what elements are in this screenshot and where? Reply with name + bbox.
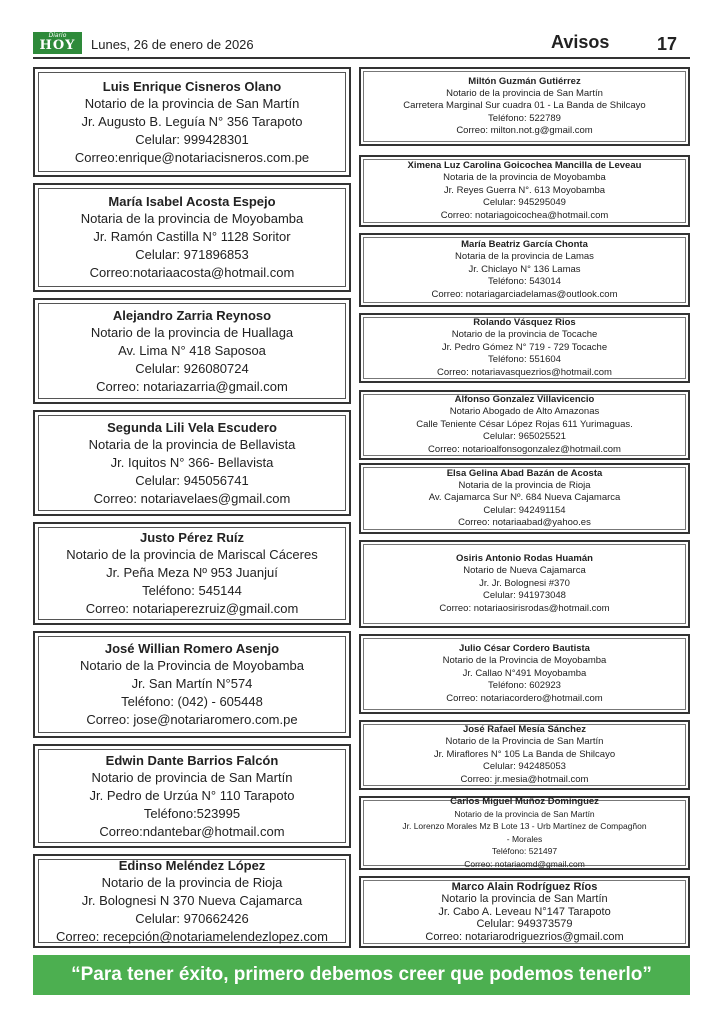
notice-line: Notario de la provincia de San Martín (84, 95, 300, 111)
notice-line: Correo: notariagoicochea@hotmail.com (440, 209, 609, 221)
notice-box (359, 155, 690, 227)
notice-line: Notario de la provincia de Tocache (451, 329, 598, 340)
notice-line: Av. Lima N° 418 Saposoa (118, 342, 266, 358)
notice-line: Celular: 965025521 (483, 431, 566, 442)
notice-line: Correo: notariaosirisrodas@hotmail.com (439, 602, 610, 614)
notice-box (359, 720, 690, 790)
notice-line: Teléfono:523995 (143, 805, 241, 821)
notice-line: Notario de la Provincia de Moyobamba (442, 655, 607, 666)
notice-box (359, 540, 690, 628)
notary-name: Miltón Guzmán Gutiérrez (468, 75, 581, 87)
notice-line: Notario de la provincia de Mariscal Cáceres (66, 547, 318, 562)
notice-line: Celular: 970662426 (135, 910, 249, 926)
notice-box (33, 298, 351, 404)
notice-box (359, 876, 690, 948)
notary-name: Julio César Cordero Bautista (459, 643, 590, 654)
notice-line: Correo:enrique@notariacisneros.com.pe (74, 149, 310, 165)
notice-line: Notario Abogado de Alto Amazonas (449, 406, 600, 417)
notice-line: Carretera Marginal Sur cuadra 01 - La Banda de Shilcayo (403, 100, 646, 111)
notice-line: Celular: 971896853 (135, 247, 249, 262)
notice-box (359, 634, 690, 714)
notice-line: Notaria de la provincia de Moyobamba (443, 172, 606, 183)
notary-name: Alfonso Gonzalez Villavicencio (454, 394, 595, 405)
notice-line: Notario de provincia de San Martín (91, 769, 293, 785)
notice-line: Notaria de la provincia de Bellavista (88, 436, 296, 452)
notice-line: Celular: 949373579 (476, 918, 573, 930)
notice-line: Jr. Callao N°491 Moyobamba (462, 667, 587, 679)
notice-line: Jr. Reyes Guerra N°. 613 Moyobamba (443, 184, 606, 196)
notice-line: Notario de la Provincia de Moyobamba (79, 658, 304, 673)
page-header (33, 28, 690, 58)
notice-line: Correo: milton.not.g@gmail.com (456, 125, 593, 136)
notice-line: Correo: notariavasquezrios@hotmail.com (437, 366, 612, 378)
notice-line: Notario de la Provincia de San Martín (445, 736, 604, 747)
notice-line: Correo: notariacordero@hotmail.com (446, 692, 603, 704)
notice-line: Jr. Miraflores N° 105 La Banda de Shilcayo (433, 748, 616, 760)
notice-line: Notario de la provincia de San Martín (446, 87, 603, 99)
notice-line: Correo: notariaabad@yahoo.es (458, 517, 591, 528)
notice-line: Correo: jr.mesia@hotmail.com (460, 773, 589, 785)
notary-name: Segunda Lili Vela Escudero (107, 419, 277, 435)
notice-line: Notario de Nueva Cajamarca (463, 565, 586, 576)
notice-line: Jr. Cabo A. Leveau N°147 Tarapoto (438, 905, 611, 918)
notice-line: Correo: recepción@notariamelendezlopez.com (56, 928, 328, 944)
notice-line: Jr. Bolognesi N 370 Nueva Cajamarca (81, 892, 303, 908)
notice-line: Jr. Lorenzo Morales Mz B Lote 13 - Urb Martínez de Compagñon (402, 821, 647, 832)
notary-name: Alejandro Zarria Reynoso (112, 307, 272, 323)
notice-line: Correo: notarioalfonsogonzalez@hotmail.com (428, 443, 621, 455)
newspaper-logo (33, 32, 82, 54)
notice-line: Teléfono: 521497 (491, 846, 558, 857)
notice-box (359, 390, 690, 460)
notice-line: Jr. Ramón Castilla N° 1128 Soritor (93, 229, 291, 244)
notice-box (359, 463, 690, 534)
quote-text: “Para tener éxito, primero debemos creer que podemos tenerlo” (71, 964, 652, 985)
notice-line: Correo:ndantebar@hotmail.com (99, 823, 285, 839)
issue-date: Lunes, 26 de enero de 2026 (91, 37, 254, 52)
notice-box (33, 744, 351, 848)
notary-name: Edwin Dante Barrios Falcón (105, 752, 279, 768)
notice-line: Correo: notariavelaes@gmail.com (93, 490, 291, 506)
notice-line: Correo: notariazarria@gmail.com (96, 378, 288, 394)
notice-line: - Morales (506, 833, 543, 844)
notice-line: Calle Teniente César López Rojas 611 Yurimaguas. (416, 418, 633, 430)
notice-box (359, 233, 690, 307)
notice-line: Jr. Augusto B. Leguía N° 356 Tarapoto (81, 113, 303, 129)
notice-line: Teléfono: 551604 (488, 354, 561, 365)
notice-line: Teléfono: 543014 (488, 276, 561, 287)
notice-line: Notario de la provincia de San Martín (454, 808, 595, 819)
notice-line: Teléfono: (042) - 605448 (121, 694, 263, 709)
notary-name: Elsa Gelina Abad Bazán de Acosta (446, 467, 603, 479)
notary-name: José Rafael Mesía Sánchez (462, 724, 587, 735)
section-title: Avisos (551, 32, 610, 52)
notice-line: Correo: notariarodriguezrios@gmail.com (425, 930, 624, 943)
page-number: 17 (657, 34, 678, 54)
notice-box (33, 183, 351, 292)
notice-line: Celular: 999428301 (135, 131, 249, 147)
notice-line: Correo: notariagarciadelamas@outlook.com (431, 288, 618, 300)
notice-line: Notaria de la provincia de Rioja (458, 479, 591, 491)
notice-line: Celular: 942491154 (483, 504, 566, 516)
notice-line: Notario de la provincia de Rioja (101, 874, 283, 890)
notice-line: Correo: notariaomd@gmail.com (464, 858, 585, 869)
notice-line: Jr. San Martín N°574 (131, 676, 253, 691)
notice-line: Jr. Pedro Gómez N° 719 - 729 Tocache (441, 341, 608, 353)
notary-name: Rolando Vásquez Rios (473, 317, 576, 328)
notary-name: Osiris Antonio Rodas Huamán (456, 553, 593, 564)
notary-name: Luis Enrique Cisneros Olano (102, 78, 282, 94)
notice-line: Notaria de la provincia de Moyobamba (80, 211, 304, 226)
notice-line: Celular: 941973048 (483, 590, 566, 601)
notary-name: José Willian Romero Asenjo (104, 641, 280, 656)
notice-line: Av. Cajamarca Sur Nº. 684 Nueva Cajamarca (428, 492, 621, 503)
notice-line: Celular: 926080724 (135, 360, 249, 376)
notice-line: Notario de la provincia de Huallaga (90, 324, 294, 340)
notary-name: Marco Alain Rodríguez Ríos (451, 881, 598, 893)
notice-line: Celular: 945295049 (483, 197, 566, 208)
logo-small-text: Diario (48, 32, 67, 39)
notary-name: María Isabel Acosta Espejo (108, 194, 276, 209)
notice-line: Jr. Peña Meza Nº 953 Juanjuí (106, 565, 278, 580)
notice-box (33, 522, 351, 625)
notice-line: Teléfono: 602923 (488, 680, 561, 691)
notice-box (359, 67, 690, 146)
notice-line: Jr. Pedro de Urzúa N° 110 Tarapoto (89, 787, 295, 803)
notice-line: Celular: 942485053 (483, 761, 566, 772)
notice-line: Jr. Iquitos N° 366- Bellavista (110, 454, 274, 470)
notice-line: Celular: 945056741 (135, 472, 249, 488)
notary-name: Edinso Meléndez López (118, 857, 266, 873)
notice-line: Notario la provincia de San Martín (441, 893, 608, 905)
notice-box (359, 796, 690, 870)
notary-name: Carlos Miguel Muñoz Domínguez (450, 795, 599, 807)
notice-line: Teléfono: 522789 (488, 112, 561, 124)
header-divider (33, 57, 690, 59)
logo-big-text: HOY (39, 38, 76, 53)
notice-box (33, 854, 351, 948)
notary-name: Ximena Luz Carolina Goicochea Mancilla de Leveau (407, 160, 642, 171)
notice-line: Jr. Chiclayo N° 136 Lamas (468, 263, 581, 275)
notice-box (359, 313, 690, 383)
notary-name: Justo Pérez Ruíz (139, 530, 245, 545)
notice-line: Correo: jose@notariaromero.com.pe (86, 712, 298, 727)
notice-box (33, 67, 351, 177)
quote-banner (33, 955, 690, 995)
notice-line: Correo:notariaacosta@hotmail.com (89, 265, 295, 280)
notice-box (33, 631, 351, 738)
notice-line: Teléfono: 545144 (142, 583, 242, 598)
notary-name: María Beatriz García Chonta (461, 239, 588, 250)
notice-box (33, 410, 351, 516)
notice-line: Correo: notariaperezruiz@gmail.com (85, 601, 299, 616)
notice-line: Jr. Jr. Bolognesi #370 (479, 577, 570, 589)
notice-line: Notaria de la provincia de Lamas (455, 251, 594, 262)
